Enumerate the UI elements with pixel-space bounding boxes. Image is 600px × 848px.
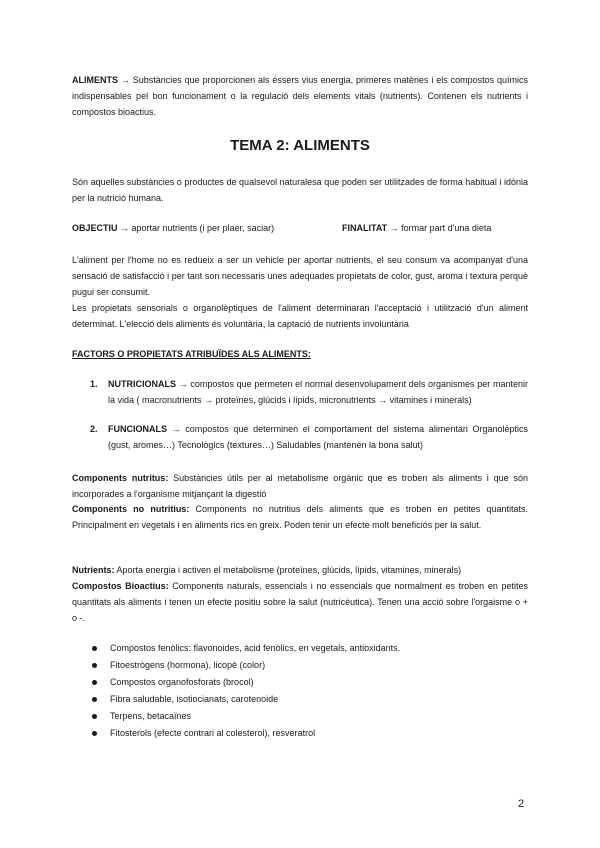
bullet-dot [92, 714, 97, 719]
bioactive-list [92, 640, 528, 742]
bioactive-text: Components naturals, essencials i no essencials que normalment es troben en petites quantitats als aliments i tenen un efecte positiu sobre la salut (nutricèutica). Tenen una acció sobre l'orgaisme o + o -. [72, 581, 528, 623]
bioactive-label: Compostos Bioactius: [72, 581, 169, 591]
list-item [92, 657, 528, 674]
factor-item [90, 376, 528, 408]
factor-text [108, 421, 528, 453]
summary-paragraph: Són aquelles substàncies o productes de qualsevol naturalesa que poden ser utilitzades de forma habitual i idònia per la nutrició humana. [72, 177, 528, 203]
bioactive-paragraph [72, 578, 528, 626]
factor-number: 1. [90, 379, 98, 389]
page-title: TEMA 2: ALIMENTS [230, 137, 370, 154]
purpose-text: → formar part d'una dieta [387, 223, 492, 233]
intro-paragraph [72, 72, 528, 120]
objective-label: OBJECTIU [72, 223, 118, 233]
list-item [92, 708, 528, 725]
bullet-dot [92, 697, 97, 702]
list-item-text: Compostos fenòlics: flavonoides, àcid fenòlics, en vegetals, antioxidants. [110, 643, 401, 653]
factor-text [108, 376, 528, 408]
list-item-text: Fitoestrògens (hormona), licopè (color) [110, 660, 266, 670]
factor-label: FUNCIONALS [108, 424, 167, 434]
bullet-dot [92, 663, 97, 668]
factor-description: → compostos que determinen el comportament del sistema alimentari Organolèptics (gust, aromes…) Tecnològics (textures…) Saludables (mantenen la bona salut) [108, 424, 528, 450]
factors-heading: FACTORS O PROPIETATS ATRIBUÏDES ALS ALIMENTS: [72, 349, 311, 359]
nutritive-label: Components nutritus: [72, 473, 169, 483]
nutrients-text: Aporta energia i activen el metabolisme (proteïnes, glúcids, lípids, vitamines, minerals) [114, 565, 462, 575]
objective [72, 220, 274, 236]
bullet-dot [92, 731, 97, 736]
non-nutritive-text: Components no nutritius dels aliments que es troben en petites quantitats. Principalment en vegetals i en aliments rics en greix. Poden tenir un efecte molt beneficiós per la salut. [72, 504, 528, 530]
non-nutritive-label: Components no nutritius: [72, 504, 190, 514]
nutritive-components [72, 470, 528, 502]
non-nutritive-components [72, 501, 528, 533]
list-item-text: Terpens, betacaïnes [110, 711, 192, 721]
factor-description: → compostos que permeten el normal desenvolupament dels organismes per mantenir la vida ( macronutrients → proteïnes, glúcids i lípids, micronutrients → vitamines i minerals) [108, 379, 528, 405]
nutrients-paragraph [72, 562, 528, 578]
list-item [92, 691, 528, 708]
objective-text: → aportar nutrients (i per plaer, saciar) [117, 223, 275, 233]
objective-row [72, 220, 528, 236]
factor-label: NUTRICIONALS [108, 379, 176, 389]
purpose [342, 220, 491, 236]
list-item-text: Fitosterols (efecte contrari al colesterol), resveratrol [110, 728, 316, 738]
factor-item [90, 421, 528, 453]
list-item [92, 674, 528, 691]
paragraph-1: L'aliment per l'home no es redueix a ser un vehicle per aportar nutrients, el seu consum va acompanyat d'una sensació de satisfacció i per tant son necessaris unes adequades propietats de color, gust, aroma i textura perquè pugui ser consumit. [72, 255, 528, 297]
bullet-dot [92, 680, 97, 685]
nutrients-label: Nutrients: [72, 565, 115, 575]
intro-definition: → Substàncies que proporcionen als éssers vius energia, primeres matèries i els compostos químics indispensables pel bon funcionament o la regulació dels elements vitals (nutrients). Contenen els nutrients i compostos bioactius. [72, 75, 528, 117]
intro-term: ALIMENTS [72, 75, 118, 85]
list-item [92, 640, 528, 657]
purpose-label: FINALITAT [342, 223, 388, 233]
paragraph-2: Les propietats sensorials o organolèptiques de l'aliment determinaran l'acceptació i utilització d'un aliment determinat. L'elecció dels aliments és voluntària, la captació de nutrients involuntària [72, 303, 528, 329]
nutritive-text: Substàncies útils per al metabolisme orgànic que es troben als aliments i que són incorporades a l'organisme mitjançant la digestió [72, 473, 528, 499]
bullet-dot [92, 646, 97, 651]
list-item-text: Compostos organofosforats (brocol) [110, 677, 254, 687]
list-item [92, 725, 528, 742]
list-item-text: Fibra saludable, isotiocianats, carotenoide [110, 694, 279, 704]
factor-number: 2. [90, 424, 98, 434]
page-number: 2 [518, 798, 525, 810]
